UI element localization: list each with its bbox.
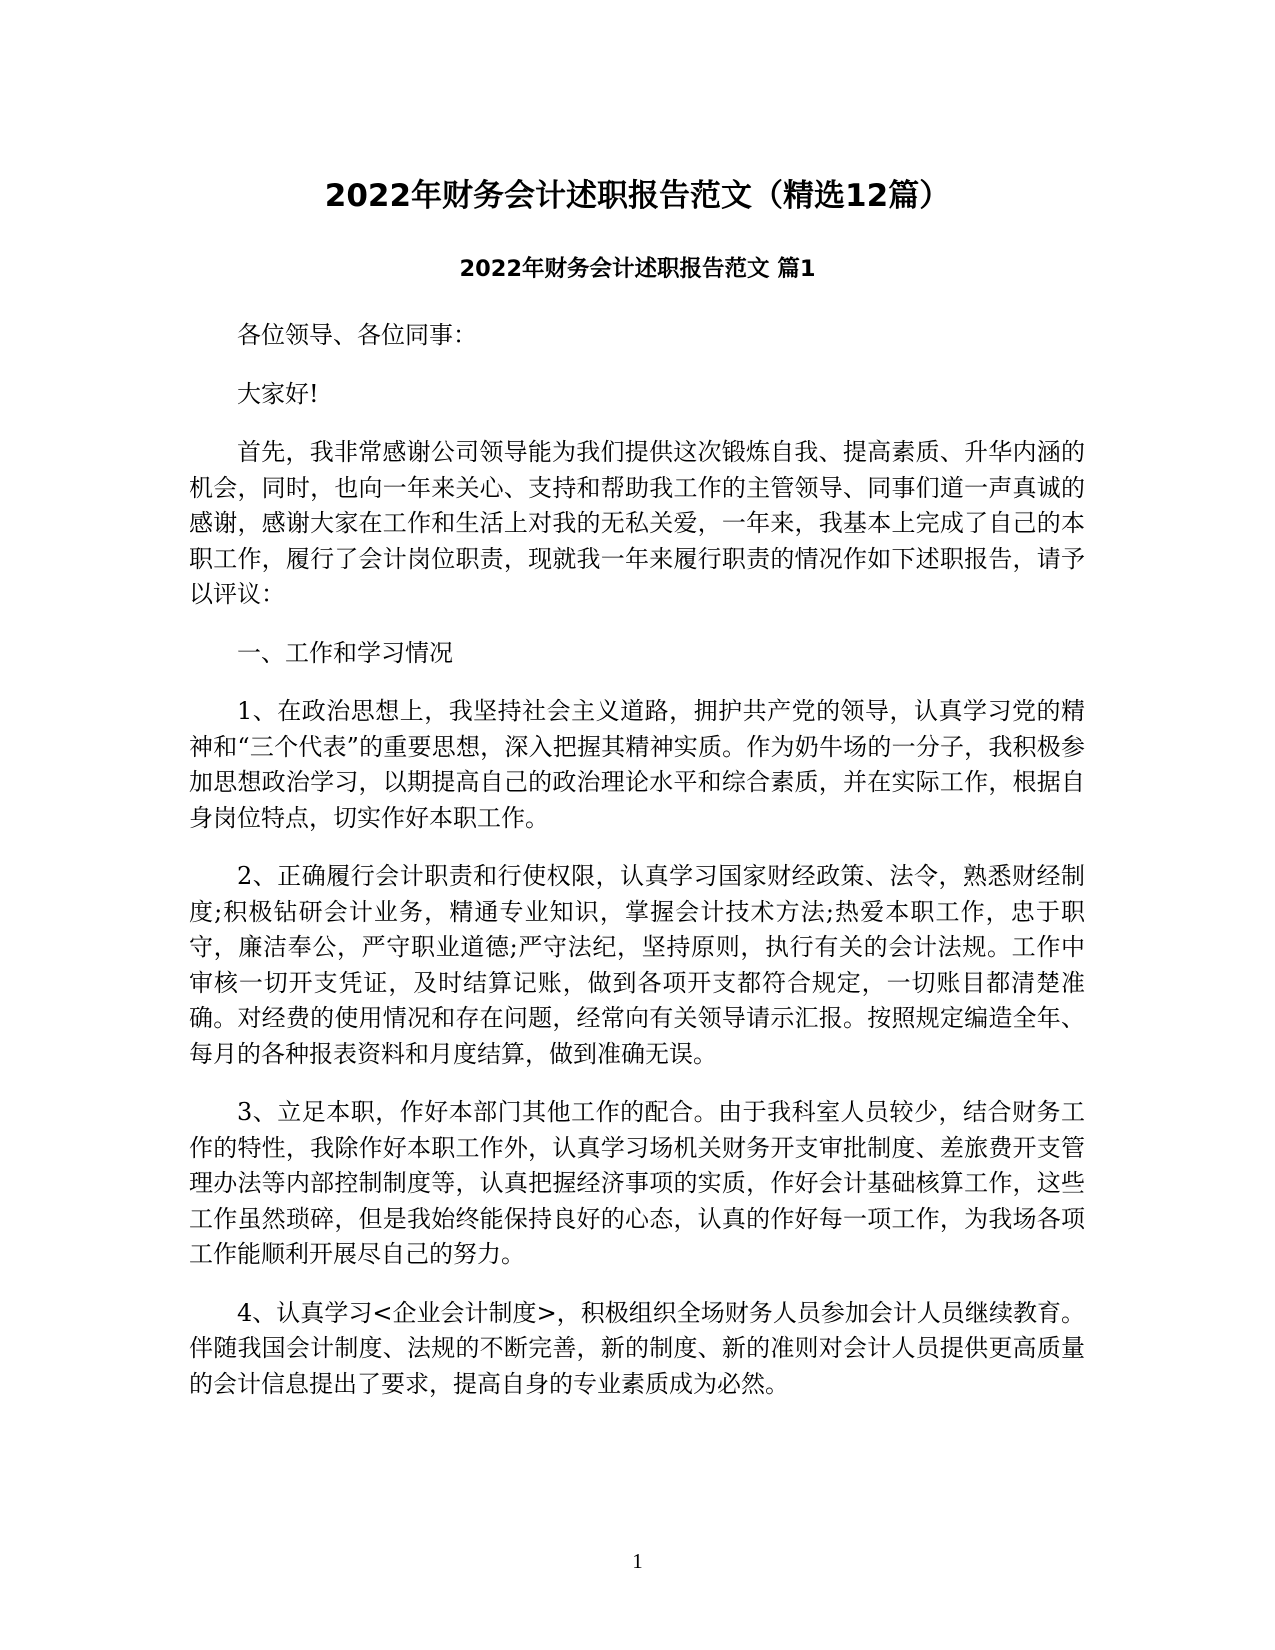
item-4-paragraph: 4、认真学习<企业会计制度>，积极组织全场财务人员参加会计人员继续教育。伴随我国会计制度、法规的不断完善，新的制度、新的准则对会计人员提供更高质量的会计信息提出了要求，提高自身的专业素质成为必然。 (189, 1298, 1085, 1398)
greeting-paragraph: 大家好! (237, 379, 319, 408)
intro-paragraph: 首先，我非常感谢公司领导能为我们提供这次锻炼自我、提高素质、升华内涵的机会，同时，也向一年来关心、支持和帮助我工作的主管领导、同事们道一声真诚的感谢，感谢大家在工作和生活上对我的无私关爱，一年来，我基本上完成了自己的本职工作，履行了会计岗位职责，现就我一年来履行职责的情况作如下述职报告，请予以评议： (189, 438, 1085, 608)
item-3-paragraph: 3、立足本职，作好本部门其他工作的配合。由于我科室人员较少，结合财务工作的特性，我除作好本职工作外，认真学习场机关财务开支审批制度、差旅费开支管理办法等内部控制制度等，认真把握经济事项的实质，作好会计基础核算工作，这些工作虽然琐碎，但是我始终能保持良好的心态，认真的作好每一项工作，为我场各项工作能顺利开展尽自己的努力。 (189, 1098, 1085, 1268)
document-body (189, 318, 1085, 1425)
salutation-paragraph: 各位领导、各位同事： (237, 321, 477, 349)
subheading-paragraph: 一、工作和学习情况 (237, 638, 453, 667)
item-2-paragraph: 2、正确履行会计职责和行使权限，认真学习国家财经政策、法令，熟悉财经制度;积极钻研会计业务，精通专业知识，掌握会计技术方法;热爱本职工作，忠于职守，廉洁奉公，严守职业道德;严守法纪，坚持原则，执行有关的会计法规。工作中审核一切开支凭证，及时结算记账，做到各项开支都符合规定，一切账目都清楚准确。对经费的使用情况和存在问题，经常向有关领导请示汇报。按照规定编造全年、每月的各种报表资料和月度结算，做到准确无误。 (189, 862, 1085, 1068)
document-title: 2022年财务会计述职报告范文（精选12篇） (324, 178, 951, 214)
item-1-paragraph: 1、在政治思想上，我坚持社会主义道路，拥护共产党的领导，认真学习党的精神和“三个代表”的重要思想，深入把握其精神实质。作为奶牛场的一分子，我积极参加思想政治学习，以期提高自己的政治理论水平和综合素质，并在实际工作，根据自身岗位特点，切实作好本职工作。 (189, 697, 1085, 832)
page-number: 1 (632, 1549, 643, 1573)
section-title: 2022年财务会计述职报告范文 篇1 (459, 256, 816, 282)
